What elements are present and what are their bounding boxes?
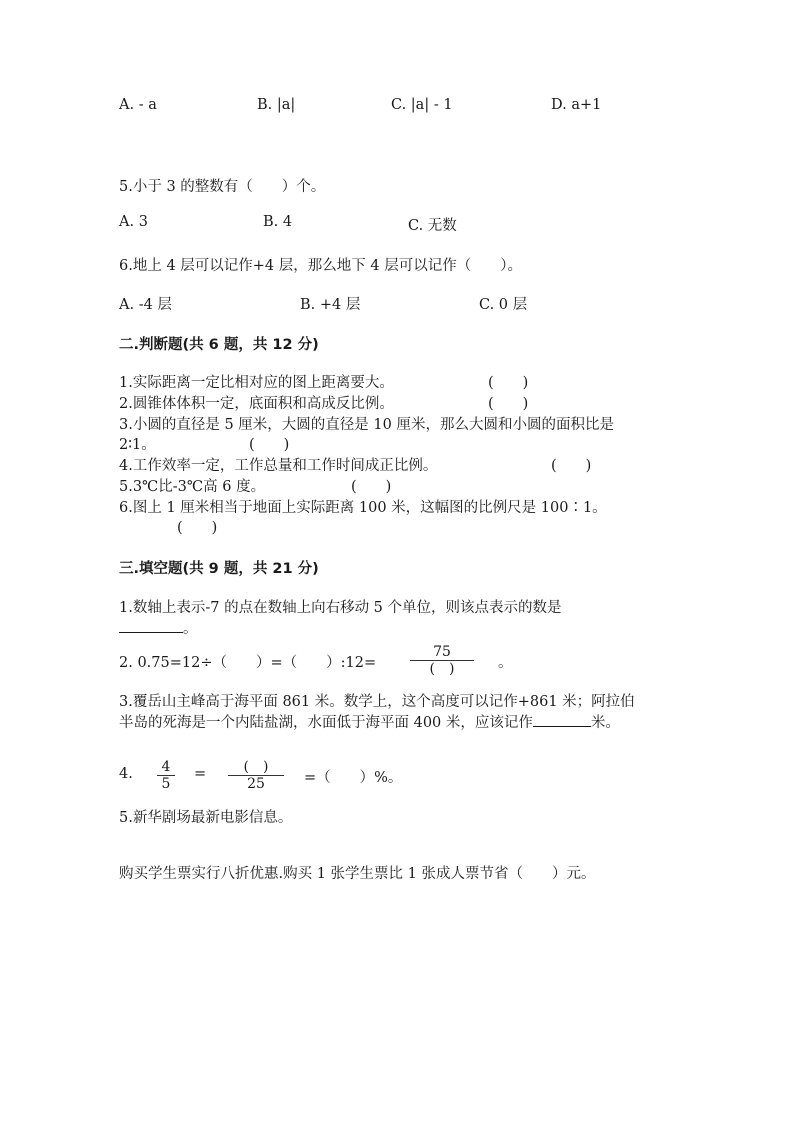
fill-q2-lead: 2. 0.75=12÷（ ）=（ ）:12= — [119, 655, 377, 671]
fill-q2-frac-den: ( ) — [429, 661, 455, 677]
fill-q5-line2: 购买学生票实行八折优惠.购买 1 张学生票比 1 张成人票节省（ ）元。 — [119, 866, 596, 882]
fill-q1: 1.数轴上表示-7 的点在数轴上向右移动 5 个单位，则该点表示的数是 — [119, 600, 562, 616]
fill-q4-fraction-1 — [157, 759, 175, 792]
judge-item-6: 6.图上 1 厘米相当于地面上实际距离 100 米，这幅图的比例尺是 100∶1。 — [119, 500, 607, 516]
judge-paren-6: ( ) — [177, 520, 218, 536]
q4-option-d: D. a+1 — [551, 97, 602, 113]
q5-option-a: A. 3 — [119, 214, 148, 230]
fill-q1-end: 。 — [183, 621, 198, 637]
fill-q4-fraction-2 — [228, 759, 284, 792]
judge-item-3: 3.小圆的直径是 5 厘米，大圆的直径是 10 厘米，那么大圆和小圆的面积比是 — [119, 417, 614, 433]
q4-option-b: B. |a| — [257, 97, 296, 113]
fill-q4-f1-num: 4 — [161, 759, 171, 775]
q4-option-c: C. |a| - 1 — [391, 97, 453, 113]
fill-q2-frac-num: 75 — [433, 644, 451, 660]
q5-option-b: B. 4 — [263, 214, 293, 230]
judge-paren-4: ( ) — [551, 458, 592, 474]
q5-stem: 5.小于 3 的整数有（ ）个。 — [119, 179, 326, 195]
judge-item-1: 1.实际距离一定比相对应的图上距离要大。 — [119, 375, 394, 391]
judge-paren-2: ( ) — [488, 396, 529, 412]
fill-q2-end: 。 — [498, 655, 513, 671]
fill-q2-fraction — [410, 644, 474, 677]
fill-q5-line1: 5.新华剧场最新电影信息。 — [119, 810, 293, 826]
fill-q1-blank — [119, 618, 183, 633]
judge-item-5: 5.3℃比-3℃高 6 度。 — [119, 479, 266, 495]
fill-q4-f2-num: ( ) — [243, 759, 269, 775]
judge-item-4: 4.工作效率一定，工作总量和工作时间成正比例。 — [119, 458, 438, 474]
judge-item-2: 2.圆锥体体积一定，底面积和高成反比例。 — [119, 396, 394, 412]
section2-title: 二.判断题(共 6 题，共 12 分) — [119, 337, 319, 353]
q6-option-b: B. +4 层 — [300, 297, 361, 313]
judge-paren-5: ( ) — [351, 479, 392, 495]
fill-q4-eq1: = — [194, 766, 207, 782]
fill-q3-line2: 半岛的死海是一个内陆盐湖，水面低于海平面 400 米，应该记作 — [119, 715, 533, 731]
fill-q4-eq2: =（ ）%。 — [304, 770, 403, 786]
fill-q3-line1: 3.覆岳山主峰高于海平面 861 米。数学上，这个高度可以记作+861 米；阿拉伯 — [119, 694, 635, 710]
q6-option-c: C. 0 层 — [479, 297, 528, 313]
section3-title: 三.填空题(共 9 题，共 21 分) — [119, 561, 319, 577]
q4-option-a: A. - a — [119, 97, 157, 113]
judge-item-3-cont: 2∶1。 — [119, 437, 156, 453]
q6-option-a: A. -4 层 — [119, 297, 172, 313]
fill-q3-unit: 米。 — [590, 715, 620, 731]
fill-q4-f2-den: 25 — [247, 776, 265, 792]
fill-q3-blank — [533, 712, 591, 727]
fill-q3-line2-wrap — [119, 711, 620, 732]
q5-option-c: C. 无数 — [408, 218, 457, 234]
fill-q4-f1-den: 5 — [161, 776, 171, 792]
judge-paren-1: ( ) — [488, 375, 529, 391]
q6-stem: 6.地上 4 层可以记作+4 层，那么地下 4 层可以记作（ ）。 — [119, 258, 522, 274]
fill-q4-label: 4. — [119, 766, 133, 782]
judge-paren-3: ( ) — [249, 437, 290, 453]
fill-q1-answer-line — [119, 617, 198, 638]
